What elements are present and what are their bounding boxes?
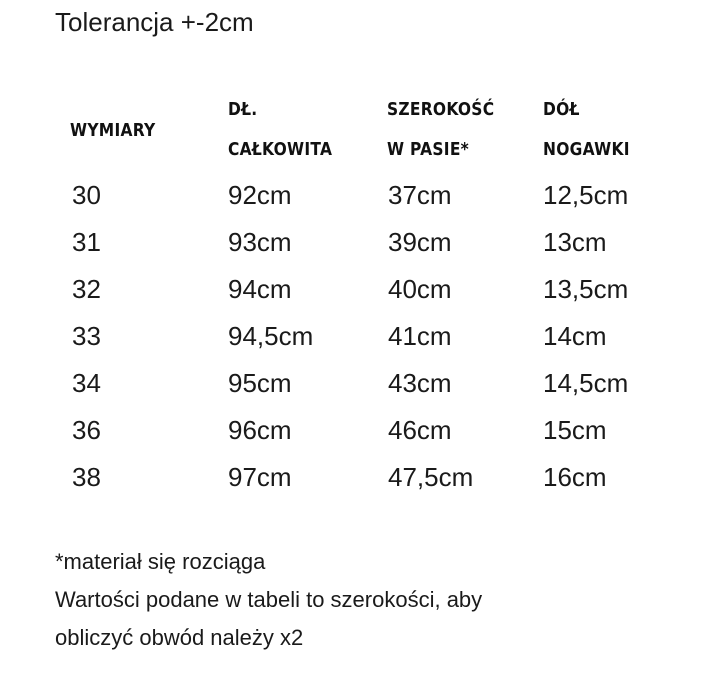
footnote-widths: Wartości podane w tabeli to szerokości, aby	[55, 587, 483, 612]
cell-total-length: 94,5cm	[228, 321, 314, 351]
table-row	[0, 219, 708, 266]
cell-leg-opening: 13,5cm	[543, 274, 629, 304]
cell-total-length: 97cm	[228, 462, 292, 492]
cell-size: 31	[72, 227, 101, 257]
table-row	[0, 172, 708, 219]
cell-total-length: 93cm	[228, 227, 292, 257]
cell-leg-opening: 13cm	[543, 227, 607, 257]
cell-total-length: 92cm	[228, 180, 292, 210]
cell-size: 30	[72, 180, 101, 210]
cell-size: 36	[72, 415, 101, 445]
cell-size: 32	[72, 274, 101, 304]
table-body	[0, 172, 708, 501]
cell-waist-width: 41cm	[388, 321, 452, 351]
footnote-stretch: *materiał się rozciąga	[55, 549, 266, 574]
cell-total-length: 94cm	[228, 274, 292, 304]
cell-leg-opening: 14cm	[543, 321, 607, 351]
header-wymiary: WYMIARY	[70, 120, 156, 141]
cell-total-length: 96cm	[228, 415, 292, 445]
cell-leg-opening: 14,5cm	[543, 368, 629, 398]
cell-leg-opening: 15cm	[543, 415, 607, 445]
header-dl-calkowita: DŁ. CAŁKOWITA	[228, 99, 333, 160]
cell-waist-width: 39cm	[388, 227, 452, 257]
cell-size: 34	[72, 368, 101, 398]
table-row	[0, 454, 708, 501]
cell-waist-width: 47,5cm	[388, 462, 474, 492]
cell-waist-width: 43cm	[388, 368, 452, 398]
cell-waist-width: 37cm	[388, 180, 452, 210]
table-row	[0, 313, 708, 360]
cell-leg-opening: 16cm	[543, 462, 607, 492]
footnotes	[55, 543, 482, 657]
cell-size: 38	[72, 462, 101, 492]
header-szerokosc-w-pasie: SZEROKOŚĆ W PASIE*	[387, 99, 495, 160]
header-dol-nogawki: DÓŁ NOGAWKI	[543, 99, 630, 160]
table-row	[0, 407, 708, 454]
cell-waist-width: 40cm	[388, 274, 452, 304]
table-row	[0, 360, 708, 407]
cell-leg-opening: 12,5cm	[543, 180, 629, 210]
cell-waist-width: 46cm	[388, 415, 452, 445]
footnote-circumference: obliczyć obwód należy x2	[55, 625, 304, 650]
table-row	[0, 266, 708, 313]
cell-size: 33	[72, 321, 101, 351]
cell-total-length: 95cm	[228, 368, 292, 398]
tolerance-note: Tolerancja +-2cm	[55, 7, 254, 37]
